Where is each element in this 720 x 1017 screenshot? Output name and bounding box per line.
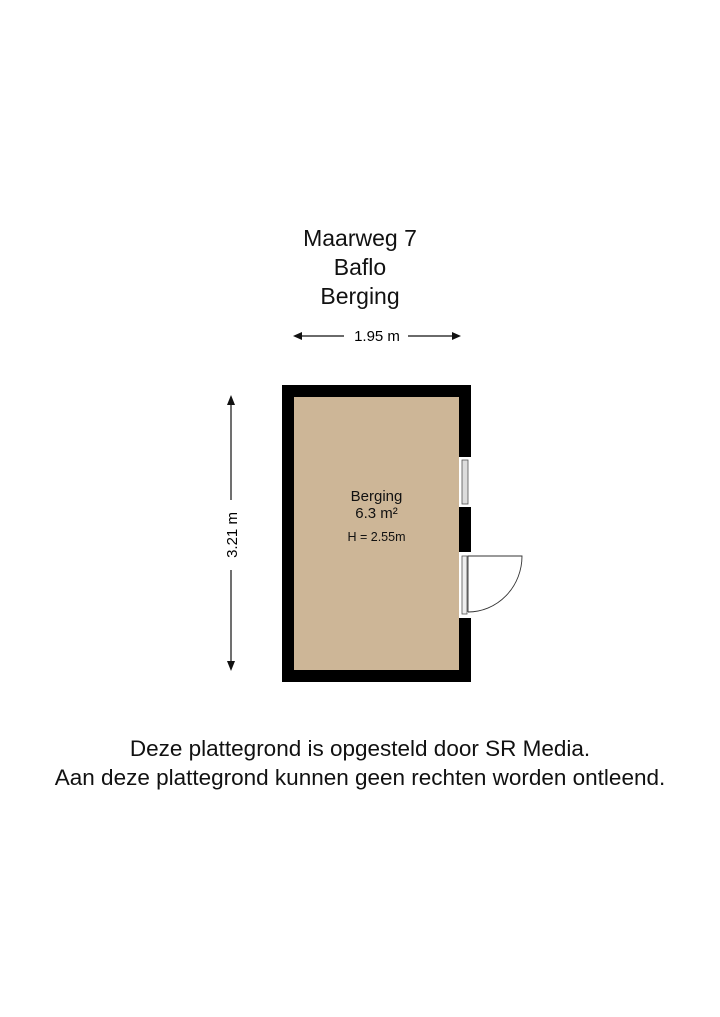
room-area: 6.3 m² (355, 505, 398, 522)
height-label: 3.21 m (224, 512, 241, 558)
window (459, 457, 471, 507)
city-title: Baflo (333, 254, 387, 280)
room-ceiling-height: H = 2.55m (347, 530, 406, 544)
address-title: Maarweg 7 (303, 225, 417, 251)
footer-line-1: Deze plattegrond is opgesteld door SR Media. (129, 736, 591, 761)
room-name: Berging (350, 488, 403, 505)
width-label: 1.95 m (354, 328, 400, 345)
footer-line-2: Aan deze plattegrond kunnen geen rechten worden ontleend. (54, 765, 666, 790)
door (459, 552, 522, 618)
floor-title: Berging (320, 283, 400, 309)
